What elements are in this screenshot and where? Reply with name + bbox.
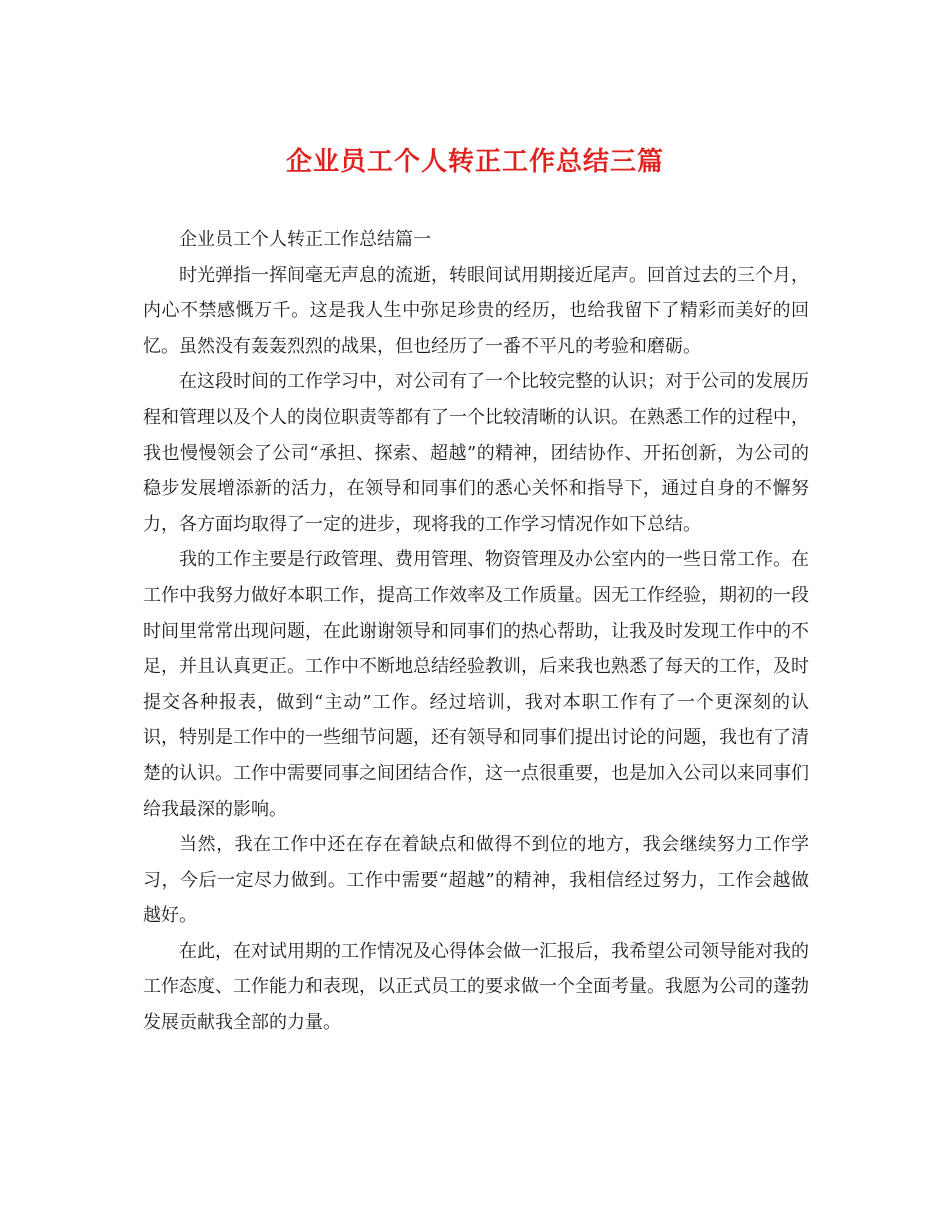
document-title: 企业员工个人转正工作总结三篇	[285, 147, 664, 177]
paragraph-1: 时光弹指一挥间毫无声息的流逝，转眼间试用期接近尾声。回首过去的三个月，内心不禁感慨万千。这是我人生中弥足珍贵的经历，也给我留下了精彩而美好的回忆。虽然没有轰轰烈烈的战果，但也经历了一番不平凡的考验和磨砺。	[143, 264, 809, 357]
section-heading: 企业员工个人转正工作总结篇一	[179, 229, 431, 250]
paragraph-2: 在这段时间的工作学习中，对公司有了一个比较完整的认识；对于公司的发展历程和管理以及个人的岗位职责等都有了一个比较清晰的认识。在熟悉工作的过程中，我也慢慢领会了公司“承担、探索、超越”的精神，团结协作、开拓创新，为公司的稳步发展增添新的活力，在领导和同事们的悉心关怀和指导下，通过自身的不懈努力，各方面均取得了一定的进步，现将我的工作学习情况作如下总结。	[143, 371, 809, 535]
paragraph-4: 当然，我在工作中还在存在着缺点和做得不到位的地方，我会继续努力工作学习，今后一定尽力做到。工作中需要“超越”的精神，我相信经过努力，工作会越做越好。	[143, 834, 809, 927]
document-body	[143, 222, 809, 1041]
paragraph-5: 在此，在对试用期的工作情况及心得体会做一汇报后，我希望公司领导能对我的工作态度、工作能力和表现，以正式员工的要求做一个全面考量。我愿为公司的蓬勃发展贡献我全部的力量。	[143, 940, 809, 1034]
paragraph-3: 我的工作主要是行政管理、费用管理、物资管理及办公室内的一些日常工作。在工作中我努力做好本职工作，提高工作效率及工作质量。因无工作经验，期初的一段时间里常常出现问题，在此谢谢领导和同事们的热心帮助，让我及时发现工作中的不足，并且认真更正。工作中不断地总结经验教训，后来我也熟悉了每天的工作，及时提交各种报表，做到“主动”工作。经过培训，我对本职工作有了一个更深刻的认识，特别是工作中的一些细节问题，还有领导和同事们提出讨论的问题，我也有了清楚的认识。工作中需要同事之间团结合作，这一点很重要，也是加入公司以来同事们给我最深的影响。	[143, 549, 809, 820]
